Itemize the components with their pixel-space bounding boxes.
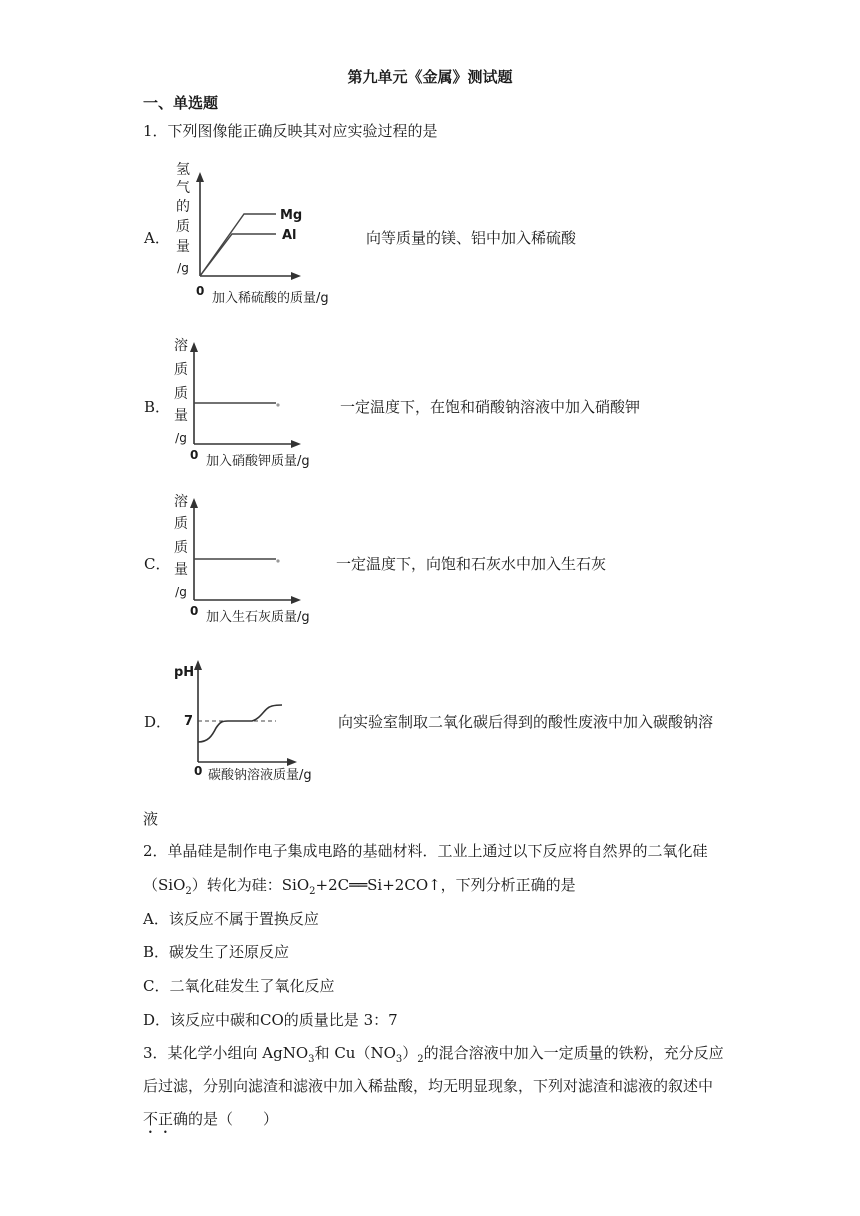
section-heading: 一、单选题 [143, 94, 219, 112]
graph-d-y-arrow [194, 660, 202, 670]
q1-option-d-desc-cont: 液 [143, 810, 159, 828]
svg-text:质: 质 [174, 386, 188, 402]
q2-option-d: D．该反应中碳和CO的质量比是 3：7 [143, 1011, 398, 1029]
q3-stem-line2: 后过滤，分别向滤渣和滤液中加入稀盐酸，均无明显现象，下列对滤渣和滤液的叙述中 [143, 1077, 714, 1095]
graph-b-y-arrow [190, 342, 198, 352]
page-title: 第九单元《金属》测试题 [347, 68, 513, 86]
graph-c-y-arrow [190, 498, 198, 508]
graph-a-y-arrow [196, 172, 204, 182]
graph-d-origin: 0 [194, 764, 203, 778]
graph-b-origin: 0 [190, 448, 199, 462]
q1-option-b-graph [168, 334, 348, 474]
graph-d-xlabel: 碳酸钠溶液质量/g [208, 768, 312, 783]
graph-a-xlabel: 加入稀硫酸的质量/g [212, 291, 329, 306]
graph-a-series-al: Al [282, 228, 297, 243]
graph-c-x-arrow [291, 596, 301, 604]
q2-stem-line2: （SiO$_2$）转化为硅：SiO$_2$+2C══Si+2CO↑，下列分析正确的是 [143, 876, 576, 897]
graph-c-ylabel [174, 493, 188, 599]
graph-d-curve [198, 705, 282, 742]
graph-b-ylabel [174, 337, 188, 445]
graph-d-ref-label: 7 [184, 714, 194, 729]
q2-stem-line1: 2．单晶硅是制作电子集成电路的基础材料．工业上通过以下反应将自然界的二氧化硅 [143, 842, 708, 860]
q1-option-d-letter: D． [144, 713, 172, 731]
q2-option-c: C．二氧化硅发生了氧化反应 [143, 977, 335, 995]
q1-option-d-desc: 向实验室制取二氧化碳后得到的酸性废液中加入碳酸钠溶 [338, 713, 714, 731]
q1-stem: 1．下列图像能正确反映其对应实验过程的是 [143, 122, 438, 140]
svg-text:量: 量 [174, 408, 188, 424]
graph-a-ylabel [176, 162, 190, 275]
q1-option-a-letter: A． [144, 229, 170, 247]
graph-c-end-mark [276, 559, 279, 562]
graph-a-origin: 0 [196, 284, 205, 298]
q1-option-c-letter: C． [144, 555, 171, 573]
svg-text:质: 质 [174, 540, 188, 556]
svg-text:/g: /g [177, 261, 189, 275]
q2-option-a: A．该反应不属于置换反应 [143, 910, 319, 928]
graph-a-line-mg [200, 214, 276, 276]
graph-b-x-arrow [291, 440, 301, 448]
q1-option-b-desc: 一定温度下，在饱和硝酸钠溶液中加入硝酸钾 [340, 398, 641, 416]
q3-stem-line1: 3．某化学小组向 AgNO$_3$和 $Cu(NO_3)_2$的混合溶液中加入一定质量的铁粉，充分反应 [143, 1044, 724, 1065]
graph-a-line-al [200, 234, 276, 276]
q1-option-a-graph [168, 158, 368, 310]
graph-d-x-arrow [287, 758, 297, 766]
svg-text:质: 质 [176, 219, 190, 235]
q1-option-a-desc: 向等质量的镁、铝中加入稀硫酸 [366, 229, 577, 247]
q3-emphasis: 不正 [143, 1110, 174, 1128]
svg-text:的: 的 [176, 199, 190, 215]
svg-text:量: 量 [176, 239, 190, 255]
q3-stem-line3: 不正确的是（ ） [143, 1110, 279, 1128]
q1-option-c-desc: 一定温度下，向饱和石灰水中加入生石灰 [336, 555, 607, 573]
q2-option-b: B．碳发生了还原反应 [143, 943, 290, 961]
svg-text:质: 质 [174, 362, 188, 378]
graph-a-series-mg: Mg [280, 208, 303, 223]
svg-text:/g: /g [175, 431, 187, 445]
svg-text:溶: 溶 [174, 494, 188, 510]
q1-option-b-letter: B． [144, 398, 171, 416]
svg-text:量: 量 [174, 562, 188, 578]
graph-c-xlabel: 加入生石灰质量/g [206, 610, 310, 625]
graph-d-ylabel: pH [174, 665, 195, 680]
graph-b-end-mark [276, 403, 279, 406]
q1-option-d-graph [168, 652, 348, 788]
q1-option-c-graph [168, 490, 348, 630]
svg-text:氢: 氢 [176, 162, 190, 178]
graph-a-x-arrow [291, 272, 301, 280]
graph-c-origin: 0 [190, 604, 199, 618]
svg-text:/g: /g [175, 585, 187, 599]
graph-b-xlabel: 加入硝酸钾质量/g [206, 454, 310, 469]
svg-text:质: 质 [174, 516, 188, 532]
svg-text:气: 气 [176, 180, 190, 196]
svg-text:溶: 溶 [174, 338, 188, 354]
